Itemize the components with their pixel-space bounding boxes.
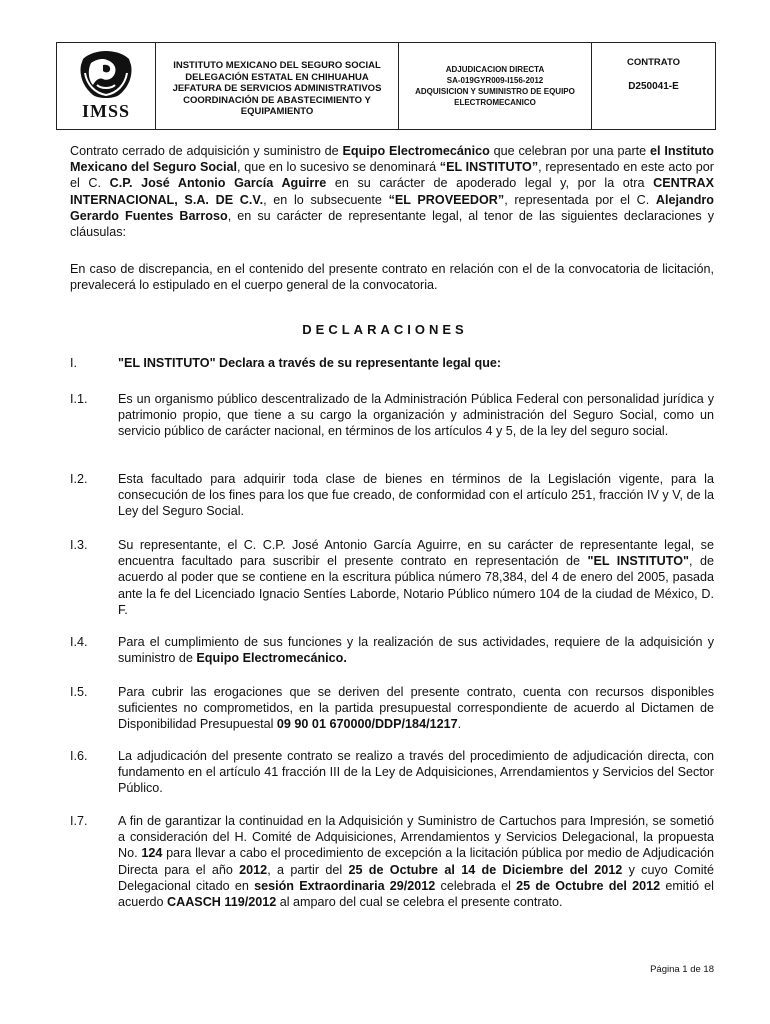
institution-line: DELEGACIÓN ESTATAL EN CHIHUAHUA bbox=[185, 71, 369, 83]
institution-line: INSTITUTO MEXICANO DEL SEGURO SOCIAL bbox=[173, 60, 381, 72]
adjudication-block bbox=[399, 43, 592, 129]
text-run: 25 de Octubre del 2012 bbox=[516, 878, 661, 893]
text-run: "EL INSTITUTO" bbox=[587, 554, 690, 569]
document-header bbox=[56, 42, 716, 130]
text-run: celebrada el bbox=[435, 878, 517, 893]
adjudication-line: ADJUDICACION DIRECTA bbox=[445, 65, 545, 74]
text-run: , representado en este acto por el C. bbox=[70, 160, 714, 191]
declaration-item bbox=[70, 391, 714, 440]
text-run: para llevar a cabo el procedimiento de excepción a la licitación pública por medio de Adjudicación Directa para el año bbox=[118, 846, 714, 877]
item-text: Es un organismo público descentralizado de la Administración Pública Federal con personalidad jurídica y patrimonio propio, que tiene a su cargo la organización y administración del Seguro Social, como un servicio público de carácter nacional, en términos de los artículos 4 y 5, de la ley del seguro social. bbox=[118, 392, 714, 439]
text-run: que celebran por una parte bbox=[489, 144, 650, 158]
text-run: , de acuerdo al poder que se contiene en la escritura pública número 78,384, del 4 de enero del 2005, pasada ante la fe del Licenciado Ignacio Sentíes Laborde, Notario Público número 104 de la ciudad de México, D. F. bbox=[118, 554, 714, 617]
item-number: I. bbox=[70, 356, 77, 370]
text-run: Para cubrir las erogaciones que se deriven del presente contrato, cuenta con recursos disponibles suficientes no comprometidos, en la partida presupuestal correspondiente de acuerdo al Dictamen de Disponibilidad Presupuestal bbox=[118, 685, 714, 732]
adjudication-line: SA-019GYR009-I156-2012 bbox=[446, 76, 544, 85]
declaration-item bbox=[70, 748, 714, 797]
declaration-item bbox=[70, 634, 714, 666]
declaration-item bbox=[70, 537, 714, 618]
text-run: Contrato cerrado de adquisición y suministro de bbox=[70, 144, 343, 158]
text-run: el Instituto Mexicano del Seguro Social bbox=[70, 144, 714, 175]
text-run: CENTRAX INTERNACIONAL, S.A. DE C.V. bbox=[70, 176, 714, 207]
item-text: Esta facultado para adquirir toda clase de bienes en términos de la Legislación vigente, para la consecución de los fines para los que fue creado, de conformidad con el artículo 251, fracción IV y V, de la Ley del Seguro Social. bbox=[118, 472, 714, 519]
text-run: Equipo Electromecánico bbox=[342, 144, 490, 158]
item-number: I.4. bbox=[70, 635, 88, 649]
text-run: A fin de garantizar la continuidad en la Adquisición y Suministro de Cartuchos para Impresión, se sometió a consideración del H. Comité de Adquisiciones, Arrendamientos y Servicios Delegacional, la propuesta No. bbox=[118, 814, 714, 861]
text-run: 09 90 01 670000/DDP/184/1217 bbox=[276, 717, 458, 732]
text-run: Para el cumplimiento de sus funciones y la realización de sus actividades, requiere de la adquisición y suministro de bbox=[118, 635, 714, 666]
text-run: . bbox=[457, 717, 462, 732]
item-number: I.3. bbox=[70, 538, 88, 552]
declaration-item bbox=[70, 813, 714, 910]
contract-block bbox=[592, 43, 715, 129]
declaration-item bbox=[70, 471, 714, 520]
text-run: , a partir del bbox=[267, 862, 349, 877]
discrepancy-text: En caso de discrepancia, en el contenido del presente contrato en relación con el de la convocatoria de licitación, prevalecerá lo estipulado en el cuerpo general de la convocatoria. bbox=[70, 262, 714, 293]
institution-line: JEFATURA DE SERVICIOS ADMINISTRATIVOS bbox=[172, 83, 382, 95]
text-run: Equipo Electromecánico. bbox=[196, 651, 347, 666]
text-run: “EL PROVEEDOR” bbox=[388, 192, 505, 207]
text-run: Su representante, el C. C.P. José Antonio García Aguirre, en su carácter de representante legal, se encuentra facultado para suscribir el presente contrato en representación de bbox=[118, 538, 714, 569]
text-run: 124 bbox=[141, 846, 163, 861]
item-text: "EL INSTITUTO" Declara a través de su representante legal que: bbox=[118, 356, 502, 370]
adjudication-line: ADQUISICION Y SUMINISTRO DE EQUIPO bbox=[415, 87, 575, 96]
item-number: I.6. bbox=[70, 749, 88, 763]
text-run: CAASCH 119/2012 bbox=[167, 895, 277, 910]
item-text: La adjudicación del presente contrato se realizo a través del procedimiento de adjudicación directa, con fundamento en el artículo 41 fracción III de la Ley de Adquisiciones, Arrendamientos y Servicios del Sector Público. bbox=[118, 749, 714, 796]
text-run: , en su carácter de representante legal, al tenor de las siguientes declaraciones y cláusulas: bbox=[70, 208, 714, 240]
declaration-item bbox=[70, 355, 714, 371]
item-number: I.1. bbox=[70, 392, 88, 406]
text-run: Alejandro Gerardo Fuentes Barroso bbox=[70, 192, 714, 223]
text-run: 2012 bbox=[239, 862, 268, 877]
declarations-title: DECLARACIONES bbox=[302, 322, 468, 337]
institution-line: COORDINACIÓN DE ABASTECIMIENTO Y bbox=[183, 94, 371, 106]
declaration-item bbox=[70, 684, 714, 733]
imss-logo bbox=[57, 43, 156, 129]
item-number: I.5. bbox=[70, 685, 88, 699]
discrepancy-paragraph bbox=[70, 261, 714, 293]
logo-text: IMSS bbox=[81, 100, 130, 121]
item-number: I.7. bbox=[70, 814, 88, 828]
text-run: en su carácter de apoderado legal y, por la otra bbox=[326, 176, 654, 191]
page-number: Página 1 de 18 bbox=[650, 964, 714, 975]
text-run: emitió el acuerdo bbox=[118, 878, 714, 910]
text-run: C.P. José Antonio García Aguirre bbox=[109, 176, 327, 191]
contract-number: D250041-E bbox=[628, 81, 679, 92]
item-number: I.2. bbox=[70, 472, 88, 486]
institution-line: EQUIPAMIENTO bbox=[240, 106, 314, 118]
adjudication-line: ELECTROMECANICO bbox=[454, 98, 536, 107]
text-run: 25 de Octubre al 14 de Diciembre del 2012 bbox=[348, 862, 623, 877]
intro-paragraph bbox=[70, 143, 714, 240]
contract-label: CONTRATO bbox=[627, 57, 680, 68]
text-run: “EL INSTITUTO” bbox=[439, 160, 539, 175]
text-run: al amparo del cual se celebra el presente contrato. bbox=[276, 895, 563, 910]
text-run: , que en lo sucesivo se denominará bbox=[237, 160, 440, 175]
institution-block bbox=[156, 43, 399, 129]
text-run: , representada por el C. bbox=[504, 192, 656, 207]
text-run: sesión Extraordinaria 29/2012 bbox=[254, 878, 436, 893]
imss-eagle-icon bbox=[73, 51, 139, 101]
text-run: , en lo subsecuente bbox=[263, 192, 389, 207]
text-run: y cuyo Comité Delegacional citado en bbox=[118, 862, 714, 893]
